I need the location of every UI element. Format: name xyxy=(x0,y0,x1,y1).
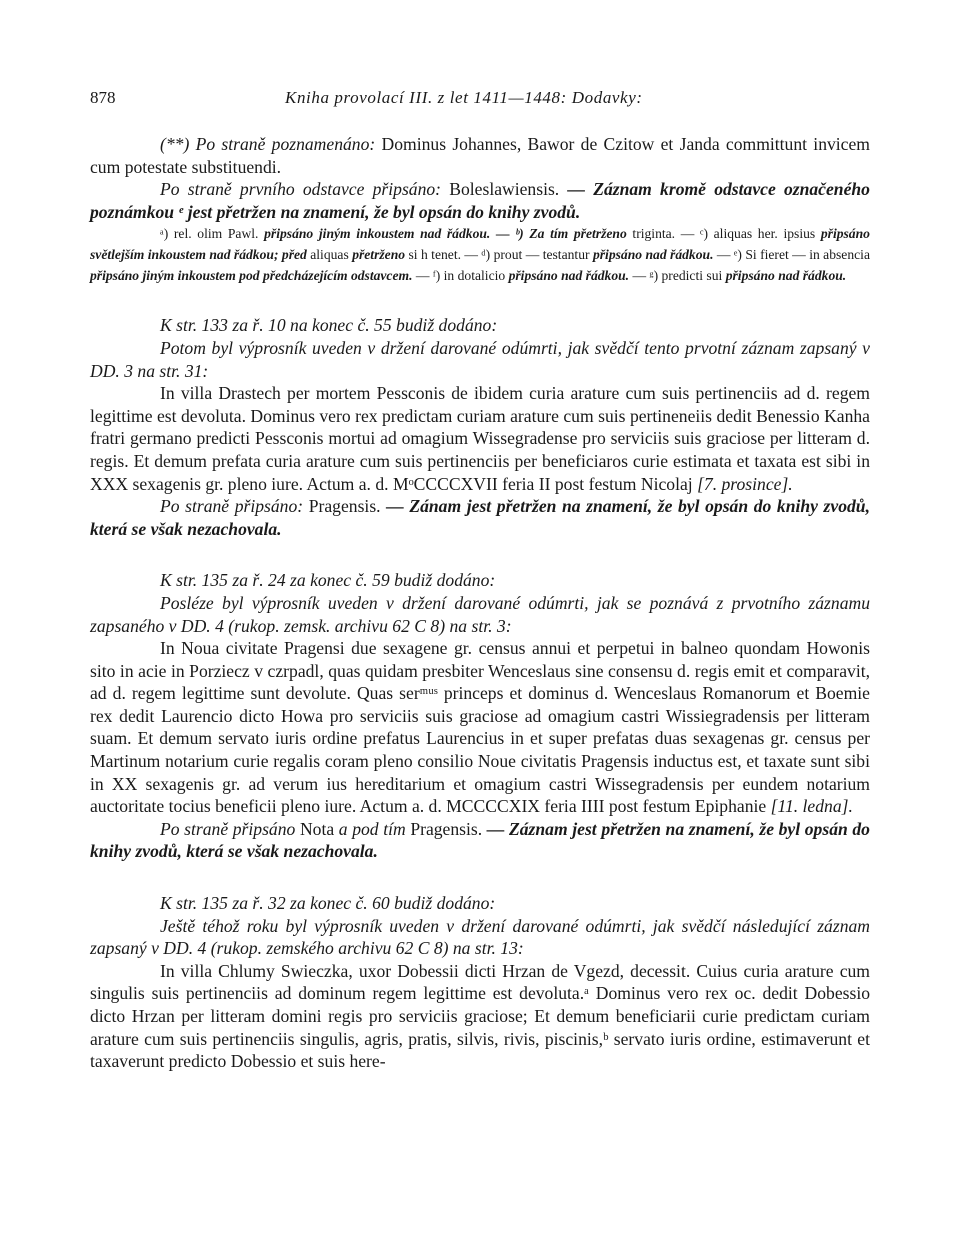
footnote-b: — ᵇ) Za tím přetrženo xyxy=(495,226,627,242)
footnote-d: si h tenet. — ᵈ) prout — testantur xyxy=(408,247,590,263)
margin-text: Nota xyxy=(299,818,335,839)
footnote-e: — ᵉ) Si fieret — in absencia xyxy=(716,247,870,263)
footnote-d-note: připsáno nad řádkou. xyxy=(592,247,714,263)
section-latin-text: In villa Chlumy Swieczka, uxor Dobessii dicti Hrzan de Vgezd, decessit. Cuius curia arature cum singulis suis pertinenciis ad dominum regem legittime est devoluta.ᵃ Dominus vero rex oc. dedit Dobessio dicto Hrzan per litteram domini regis pro serviciis graciose; Et demum beneficiarii curie predictam curiam arature cum suis pertinenciis singulis, agris, pratis, silvis, rivis, piscinis,ᵇ servato iuris ordine, estimaverunt et taxaverunt predicto Dobessio et suis here- xyxy=(90,960,870,1072)
margin-note: — Záznam jest přetržen na znamení, že byl opsán do knihy zvodů, která se však nezachovala. xyxy=(90,818,870,862)
margin-mid: a pod tím xyxy=(338,818,406,839)
note-intro xyxy=(90,133,870,178)
latin-date: [7. prosince]. xyxy=(697,473,793,494)
document-page xyxy=(90,88,870,1073)
margin-text-2: Pragensis. xyxy=(410,818,483,839)
running-head xyxy=(90,88,870,112)
footnote-g-note: připsáno nad řádkou. xyxy=(725,268,847,284)
note-margin-label: Po straně prvního odstavce připsáno: xyxy=(160,179,442,200)
footnotes xyxy=(90,223,870,286)
footnote-c-word: aliquas xyxy=(310,247,349,263)
latin-body: In villa Drastech per mortem Pessconis de ibidem curia arature cum suis pertinenciis ad d. regem legittime est devoluta. Dominus vero rex predictam curiam arature cum suis pertineneiis dedit Benessio Kanha fratri germano predicti Pessconis mortui ad omagium Wissegradense pro serviciis suis graciose per litteram d. regis. Et demum prefata curia arature cum suis pertinenciis per beneficiaros curie estimata et taxata est sibi in XXX sexagenis gr. pleno iure. Actum a. d. MᵒCCCCXVII feria II post festum Nicolaj xyxy=(90,383,870,494)
section-135-32 xyxy=(90,892,870,1073)
footnote-c-note: připsáno světlejším inkoustem nad řádkou; před xyxy=(90,226,870,263)
footnote-g: — ᵍ) predicti sui xyxy=(632,268,723,284)
footnote-c-note2: přetrženo xyxy=(352,247,406,263)
section-latin-text xyxy=(90,382,870,495)
section-margin-note xyxy=(90,495,870,540)
section-135-24 xyxy=(90,569,870,863)
margin-text: Pragensis. xyxy=(308,496,381,517)
note-margin-text: Boleslawiensis. xyxy=(449,179,560,200)
latin-date: [11. ledna]. xyxy=(770,796,853,817)
note-record: — Záznam kromě odstavce označeného poznámkou ᵉ jest přetržen na znamení, že byl opsán do knihy zvodů. xyxy=(90,179,870,222)
latin-body: In Noua civitate Pragensi due sexagene gr. census annui et perpetui in balneo quondam Howonis sito in acie in Porziecz v czrpadl, quas quidam presbiter Wenceslaus sine consensu d. regis emit et comparavit, ad d. regem legittime sunt devolute. Quas serᵐᵘˢ princeps et dominus d. Wenceslaus Romanorum et Boemie rex dedit Laurencio dicto Howa pro serviciis suis graciose ad omagium castri Wissiegradensis per litteram suam. Et demum servato iuris ordine prefatus Laurencius in et super prefatas duas sexagenas gr. census per Martinum notarium curie regalis coram pleno consilio Noue civitatis Pragensis inductus est, et taxate sunt sibi in XX sexagenis gr. ad verum ius hereditarium et omagium castri Wissegradensis per eundem notarium auctoritate tocius beneficii pleno iure. Actum a. d. MCCCCXIX feria IIII post festum Epiphanie xyxy=(90,638,870,817)
section-heading: K str. 135 za ř. 24 za konec č. 59 budiž dodáno: xyxy=(160,570,496,591)
note-margin xyxy=(90,178,870,223)
note-intro-text: Dominus Johannes, Bawor de Czitow et Janda committunt invicem cum potestate substituendi. xyxy=(90,134,870,177)
notes-block xyxy=(90,133,870,286)
running-title: Kniha provolací III. z let 1411—1448: Dodavky: xyxy=(285,88,643,107)
footnote-b-text: triginta. — ᶜ) aliquas her. ipsius xyxy=(632,226,816,242)
section-intro: Ještě téhož roku byl výprosník uveden v držení darované odúmrti, jak svědčí následující záznam zapsaný v DD. 4 (rukop. zemského archivu 62 C 8) na str. 13: xyxy=(90,915,870,959)
section-heading: K str. 135 za ř. 32 za konec č. 60 budiž dodáno: xyxy=(160,893,496,914)
margin-note: — Zánam jest přetržen na znamení, že byl opsán do knihy zvodů, která se však nezachovala. xyxy=(90,496,870,539)
section-margin-note xyxy=(90,818,870,863)
note-intro-label: (**) Po straně poznamenáno: xyxy=(160,134,376,154)
page-number: 878 xyxy=(90,88,116,107)
section-heading: K str. 133 za ř. 10 na konec č. 55 budiž dodáno: xyxy=(160,315,498,336)
margin-label: Po straně připsáno xyxy=(160,818,296,839)
footnote-e-note: připsáno jiným inkoustem pod předcházejícím odstavcem. xyxy=(90,268,413,284)
section-133 xyxy=(90,314,870,540)
footnote-f: — ᶠ) in dotalicio xyxy=(415,268,506,284)
footnote-a: ᵃ) rel. olim Pawl. xyxy=(160,226,259,242)
section-intro: Posléze byl výprosník uveden v držení darované odúmrti, jak se poznává z prvotního záznamu zapsaného v DD. 4 (rukop. zemsk. archivu 62 C 8) na str. 3: xyxy=(90,592,870,636)
section-latin-text xyxy=(90,637,870,818)
footnote-f-note: připsáno nad řádkou. xyxy=(508,268,630,284)
footnote-a-note: připsáno jiným inkoustem nad řádkou. xyxy=(264,226,491,242)
margin-label: Po straně připsáno: xyxy=(160,496,304,517)
section-intro: Potom byl výprosník uveden v držení darované odúmrti, jak svědčí tento prvotní záznam zapsaný v DD. 3 na str. 31: xyxy=(90,337,870,381)
